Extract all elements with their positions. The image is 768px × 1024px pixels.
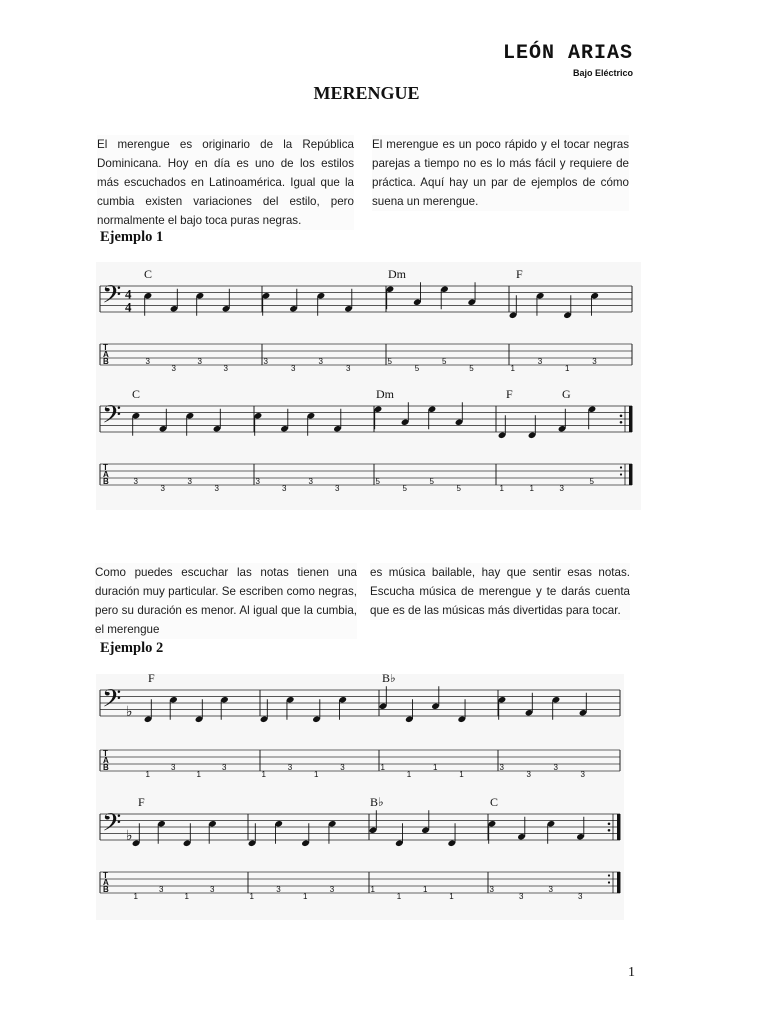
tab-fret-number: 1 [196, 770, 201, 779]
tab-fret-number: 1 [145, 770, 150, 779]
repeat-dot [620, 414, 623, 417]
final-barline [617, 814, 620, 840]
repeat-dot [608, 881, 610, 883]
tab-fret-number: 5 [429, 477, 434, 486]
tab-label-letter: B [103, 357, 109, 366]
tab-fret-number: 3 [489, 885, 494, 894]
tab-fret-number: 3 [578, 892, 583, 901]
author-name: LEÓN ARIAS [502, 42, 633, 65]
instrument-label: Bajo Eléctrico [572, 68, 633, 78]
tab-fret-number: 3 [159, 885, 164, 894]
chord-symbol: C [490, 796, 499, 809]
chord-symbol: C [132, 387, 141, 401]
example-2-system-2 [96, 796, 624, 920]
middle-left-paragraph: Como puedes escuchar las notas tienen una duración muy particular. Se escriben como negras, pero su duración es menor. Al igual que la cumbia, el merengue [95, 563, 357, 639]
page-number: 1 [628, 965, 635, 980]
bass-clef-icon: 𝄢 [102, 685, 122, 719]
chord-symbol: F [516, 267, 523, 281]
tab-fret-number: 3 [340, 763, 345, 772]
tab-fret-number: 5 [414, 364, 420, 373]
chord-symbol: Dm [376, 387, 394, 401]
example-1-system-1 [96, 262, 641, 384]
page-title: MERENGUE [313, 83, 420, 103]
tab-fret-number: 5 [402, 484, 407, 493]
tab-fret-number: 1 [510, 364, 515, 373]
tab-fret-number: 3 [291, 364, 296, 373]
flat-key-signature: ♭ [126, 705, 133, 720]
tab-fret-number: 3 [187, 477, 192, 486]
tab-fret-number: 3 [346, 364, 351, 373]
flat-key-signature: ♭ [126, 829, 133, 844]
tab-label-letter: A [103, 756, 109, 765]
time-signature-bottom: 4 [125, 299, 132, 315]
tab-fret-number: 1 [370, 885, 375, 894]
tab-fret-number: 3 [308, 477, 313, 486]
example-2-system-1 [96, 674, 624, 796]
tab-label-letter: T [103, 343, 108, 352]
tab-fret-number: 1 [459, 770, 464, 779]
tab-label-letter: T [103, 871, 108, 880]
tab-fret-number: 3 [145, 357, 150, 366]
tab-fret-number: 3 [197, 357, 202, 366]
tab-label-letter: A [103, 878, 109, 887]
tab-fret-number: 1 [565, 364, 570, 373]
repeat-dot [608, 829, 611, 832]
time-signature-top: 4 [125, 286, 132, 302]
tab-fret-number: 5 [387, 357, 392, 366]
chord-symbol: F [138, 796, 145, 809]
repeat-dot [608, 874, 610, 876]
tab-label-letter: T [103, 463, 108, 472]
tab-fret-number: 5 [456, 484, 461, 493]
tab-label-letter: B [103, 477, 109, 486]
repeat-dot [620, 466, 622, 468]
tab-fret-number: 3 [559, 484, 564, 493]
intro-left-paragraph: El merengue es originario de la República Dominicana. Hoy en día es uno de los estilos más escuchados en Latinoamérica. Igual que la cumbia existen variaciones del estilo, pero normalmente el bajo toca puras negras. [97, 135, 354, 230]
tab-fret-number: 3 [519, 892, 524, 901]
tab-fret-number: 1 [449, 892, 454, 901]
tab-fret-number: 5 [589, 477, 594, 486]
bass-clef-icon: 𝄢 [102, 281, 122, 315]
tab-fret-number: 3 [276, 885, 281, 894]
tab-fret-number: 3 [133, 477, 138, 486]
middle-right-paragraph: es música bailable, hay que sentir esas notas. Escucha música de merengue y te darás cuenta que es de las músicas más divertidas para tocar. [370, 563, 630, 620]
tab-fret-number: 1 [249, 892, 254, 901]
chord-symbol: Dm [388, 267, 406, 281]
example-1-system-2 [96, 384, 641, 510]
tab-fret-number: 3 [592, 357, 597, 366]
tab-fret-number: 3 [526, 770, 531, 779]
tab-fret-number: 3 [214, 484, 219, 493]
tab-fret-number: 5 [442, 357, 447, 366]
tab-fret-number: 3 [329, 885, 335, 894]
tab-fret-number: 1 [406, 770, 412, 779]
tab-fret-number: 3 [335, 484, 340, 493]
tab-fret-number: 3 [553, 763, 558, 772]
tab-fret-number: 3 [255, 477, 260, 486]
repeat-dot [620, 421, 623, 424]
tab-fret-number: 3 [580, 770, 585, 779]
chord-symbol: B♭ [370, 796, 384, 809]
tab-fret-number: 3 [499, 763, 504, 772]
tab-fret-number: 1 [433, 763, 438, 772]
tab-fret-number: 1 [380, 763, 385, 772]
chord-symbol: C [144, 267, 153, 281]
chord-symbol: F [148, 674, 155, 685]
tab-fret-number: 3 [171, 364, 176, 373]
scan-background [96, 262, 641, 384]
tab-label-letter: A [103, 350, 109, 359]
repeat-dot [620, 473, 622, 475]
tab-fret-number: 1 [396, 892, 402, 901]
tab-fret-number: 3 [537, 357, 543, 366]
tab-fret-number: 1 [423, 885, 428, 894]
final-tab-barline [629, 464, 632, 485]
tab-fret-number: 3 [282, 484, 287, 493]
tab-fret-number: 3 [160, 484, 165, 493]
tab-fret-number: 3 [548, 885, 553, 894]
repeat-dot [608, 822, 611, 825]
tab-label-letter: A [103, 470, 109, 479]
tab-label-letter: B [103, 885, 109, 894]
bass-clef-icon: 𝄢 [102, 809, 122, 843]
tab-fret-number: 3 [287, 763, 293, 772]
scan-background [96, 674, 624, 796]
tab-label-letter: T [103, 749, 108, 758]
tab-fret-number: 1 [314, 770, 319, 779]
scan-background [96, 796, 624, 920]
tab-fret-number: 1 [184, 892, 189, 901]
tab-fret-number: 5 [375, 477, 380, 486]
tab-fret-number: 1 [499, 484, 504, 493]
tab-fret-number: 1 [529, 484, 534, 493]
chord-symbol: G [562, 387, 571, 401]
example-1-heading: Ejemplo 1 [100, 229, 164, 245]
tab-fret-number: 1 [261, 770, 266, 779]
final-barline [629, 406, 632, 432]
intro-right-paragraph: El merengue es un poco rápido y el tocar negras parejas a tiempo no es lo más fácil y requiere de práctica. Aquí hay un par de ejemplos de cómo suena un merengue. [372, 135, 629, 211]
tab-fret-number: 3 [210, 885, 215, 894]
example-2-heading: Ejemplo 2 [100, 640, 164, 656]
tab-fret-number: 3 [222, 763, 227, 772]
final-tab-barline [617, 872, 620, 893]
tab-fret-number: 3 [171, 763, 176, 772]
tab-fret-number: 1 [303, 892, 308, 901]
tab-fret-number: 1 [133, 892, 138, 901]
chord-symbol: F [506, 387, 513, 401]
tab-fret-number: 3 [263, 357, 268, 366]
bass-clef-icon: 𝄢 [102, 401, 122, 435]
chord-symbol: B♭ [382, 674, 396, 685]
tab-label-letter: B [103, 763, 109, 772]
tab-fret-number: 3 [223, 364, 228, 373]
tab-fret-number: 5 [469, 364, 474, 373]
tab-fret-number: 3 [318, 357, 323, 366]
